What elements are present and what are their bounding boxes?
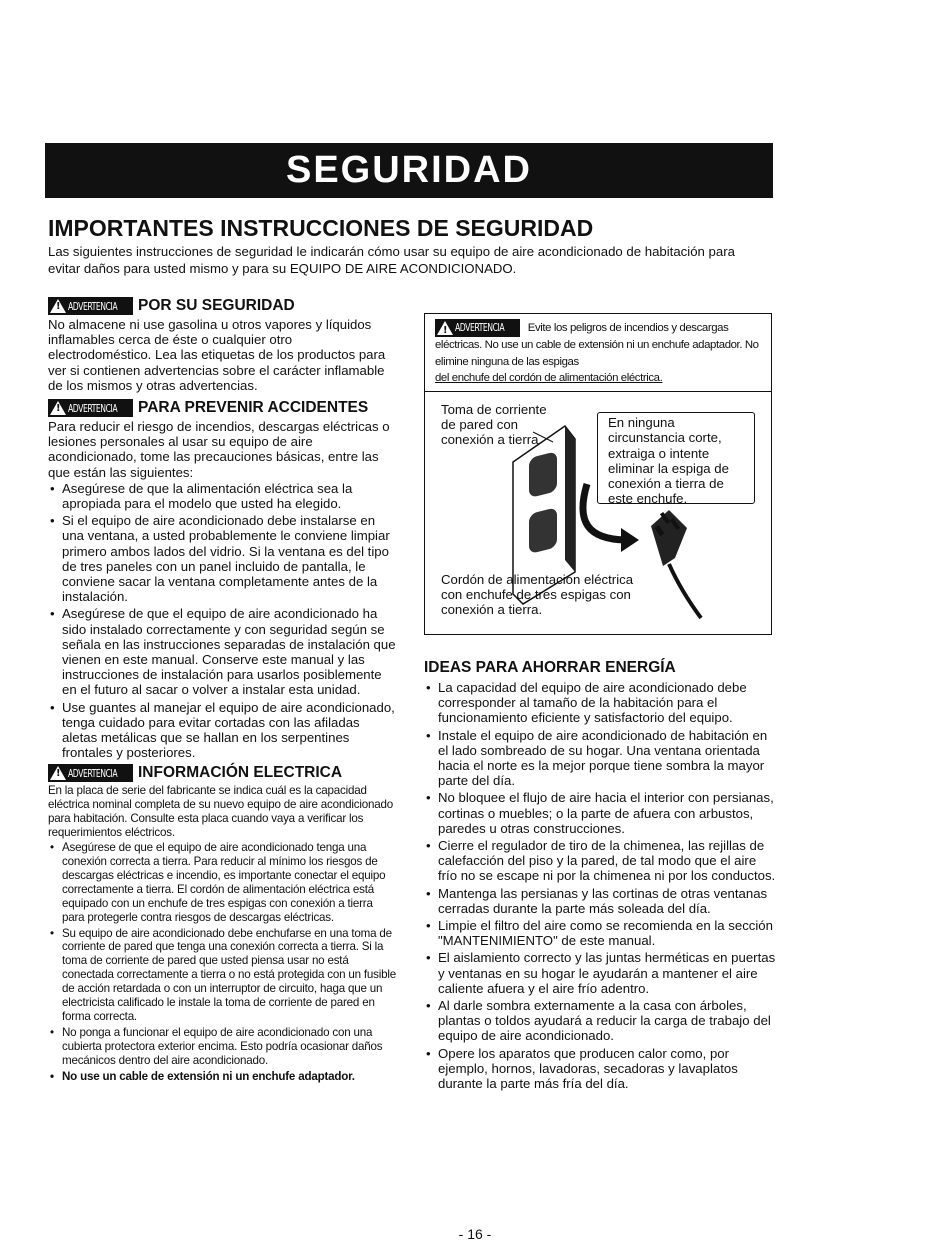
intro-paragraph: Las siguientes instrucciones de seguridad le indicarán cómo usar su equipo de aire acondicionado de habitación para evitar daños para usted mismo y para su EQUIPO DE AIRE ACONDICIONADO. [48, 244, 735, 276]
accidents-list [48, 481, 398, 761]
electrical-intro: En la placa de serie del fabricante se indica cuál es la capacidad eléctrica nominal completa de su nuevo equipo de aire acondicionado para habitación. Consulte esta placa cuando vaya a verificar los requerimientos eléctricos. [48, 784, 393, 840]
warning-badge: ! ADVERTENCIA [435, 319, 520, 337]
arrow-head [621, 528, 639, 552]
list-item-bold: • No use un cable de extensión ni un enchufe adaptador. [48, 1070, 398, 1084]
cord-label: Cordón de alimentación eléctrica con enchufe de tres espigas con conexión a tierra. [441, 572, 634, 618]
warning-triangle-icon: ! [50, 299, 66, 313]
page-title: IMPORTANTES INSTRUCCIONES DE SEGURIDAD [48, 215, 594, 241]
warning-triangle-icon: ! [50, 401, 66, 415]
safety-paragraph: No almacene ni use gasolina u otros vapores y líquidos inflamables cerca de éste o cualquier otro electrodoméstico. Lea las etiquetas de los productos para ver si contienen advertencias sobre el carácter inflamable de los mismos y otras advertencias. [48, 317, 386, 393]
list-item: • Su equipo de aire acondicionado debe enchufarse en una toma de corriente de pared que tenga una conexión correcta a tierra. Si la toma de corriente de pared que usted piensa usar no está conectada correctamente a tierra o no está protegida con un fusible de acción retardada o con un interruptor de circuito, haga que un electricista calificado le instale la toma de corriente de pared en forma correcta. [48, 927, 398, 1024]
power-cord [669, 564, 701, 618]
left-column [48, 297, 398, 1088]
outlet-label: Toma de corriente de pared con conexión a tierra. [441, 402, 547, 448]
plug-body [651, 510, 687, 566]
grounding-warning-box [424, 313, 772, 635]
right-column [424, 313, 776, 1095]
accidents-intro: Para reducir el riesgo de incendios, descargas eléctricas o lesiones personales al usar su equipo de aire acondicionado, tome las precauciones básicas, entre las que están las siguientes: [48, 419, 390, 480]
outlet-socket [529, 451, 557, 498]
list-item: • Mantenga las persianas y las cortinas de otras ventanas cerradas durante la parte más soleada del día. [424, 886, 776, 916]
list-item: • Instale el equipo de aire acondicionado de habitación en el lado sombreado de su hogar. Una ventana orientada hacia el norte es la mejor porque tiene sombra la mayor parte del día. [424, 728, 776, 789]
energy-list [424, 680, 776, 1091]
list-item: • Limpie el filtro del aire como se recomienda en la sección "MANTENIMIENTO" de este manual. [424, 918, 776, 948]
section-banner: SEGURIDAD [45, 143, 773, 198]
list-item: • La capacidad del equipo de aire acondicionado debe corresponder al tamaño de la habitación para el funcionamiento eficiente y satisfactorio del equipo. [424, 680, 776, 726]
list-item: • El aislamiento correcto y las juntas herméticas en puertas y ventanas en su hogar le ayudarán a mantener el aire caliente afuera y el aire frío adentro. [424, 950, 776, 996]
outlet-socket [529, 507, 557, 554]
warning-triangle-icon: ! [50, 766, 66, 780]
list-item: • Al darle sombra externamente a la casa con árboles, plantas o toldos ayudará a reducir la carga de trabajo del equipo de aire acondicionado. [424, 998, 776, 1044]
warning-badge: ! ADVERTENCIA [48, 764, 133, 782]
callout-box: En ninguna circunstancia corte, extraiga o intente eliminar la espiga de conexión a tierra de este enchufe. [597, 412, 755, 504]
section-heading-safety [48, 297, 398, 315]
warning-box-text: ! ADVERTENCIA Evite los peligros de incendios y descargas eléctricas. No use un cable de extensión ni un enchufe adaptador. No elimine ninguna de las espigas del enchufe del cordón de alimentación eléctrica. [425, 314, 771, 392]
list-item: • Asegúrese de que el equipo de aire acondicionado ha sido instalado correctamente y con seguridad según se señala en las instrucciones separadas de instalación que vienen en este manual. Conserve este manual y las instrucciones de instalación para usarlos posiblemente en el futuro al sacar o volver a instalar esta unidad. [48, 606, 398, 697]
list-item: • Asegúrese de que la alimentación eléctrica sea la apropiada para el modelo que usted ha elegido. [48, 481, 398, 511]
section-heading-electrical [48, 764, 398, 782]
page-number: - 16 - [458, 1226, 492, 1242]
section-title: INFORMACIÓN ELECTRICA [138, 764, 343, 782]
list-item: • No ponga a funcionar el equipo de aire acondicionado con una cubierta protectora exterior encima. Esto podría ocasionar daños mecánicos dentro del aire acondicionado. [48, 1026, 398, 1068]
section-heading-accidents [48, 399, 398, 417]
warning-triangle-icon: ! [437, 321, 453, 335]
list-item: • Cierre el regulador de tiro de la chimenea, las rejillas de calefacción del piso y la pared, de tal modo que el aire frío no se escape ni por la chimenea ni por los conductos. [424, 838, 776, 884]
list-item: • Si el equipo de aire acondicionado debe instalarse en una ventana, a usted probablemente le conviene limpiar primero ambos lados del vidrio. Si la ventana es del tipo de tres paneles con un panel incluido de pantalla, le conviene sacar la ventana completamente antes de la instalación. [48, 513, 398, 604]
warning-badge: ! ADVERTENCIA [48, 297, 133, 315]
section-title: POR SU SEGURIDAD [138, 297, 295, 314]
list-item: • Use guantes al manejar el equipo de aire acondicionado, tenga cuidado para evitar cortadas con las afiladas aletas metálicas que se hallan en los serpentines frontales y posteriores. [48, 700, 398, 761]
list-item: • No bloquee el flujo de aire hacia el interior con persianas, cortinas o muebles; o la parte de afuera con arbustos, paredes u otras construcciones. [424, 790, 776, 836]
list-item: • Asegúrese de que el equipo de aire acondicionado tenga una conexión correcta a tierra. Para reducir al mínimo los riesgos de descargas eléctricas e incendio, es importante conectar el equipo correctamente a tierra. El cordón de alimentación eléctrica está equipado con un enchufe de tres espigas con conexión a tierra para protegerle contra riesgos de descargas eléctricas. [48, 841, 398, 924]
electrical-list [48, 841, 398, 1083]
warning-badge: ! ADVERTENCIA [48, 399, 133, 417]
energy-section-title: IDEAS PARA AHORRAR ENERGÍA [424, 659, 676, 676]
list-item: • Opere los aparatos que producen calor como, por ejemplo, hornos, lavadoras, secadoras y lavaplatos durante la parte más fría del día. [424, 1046, 776, 1092]
warning-underlined-text: del enchufe del cordón de alimentación eléctrica. [435, 372, 663, 384]
section-title: PARA PREVENIR ACCIDENTES [138, 399, 369, 417]
wall-plate-side [565, 426, 575, 572]
